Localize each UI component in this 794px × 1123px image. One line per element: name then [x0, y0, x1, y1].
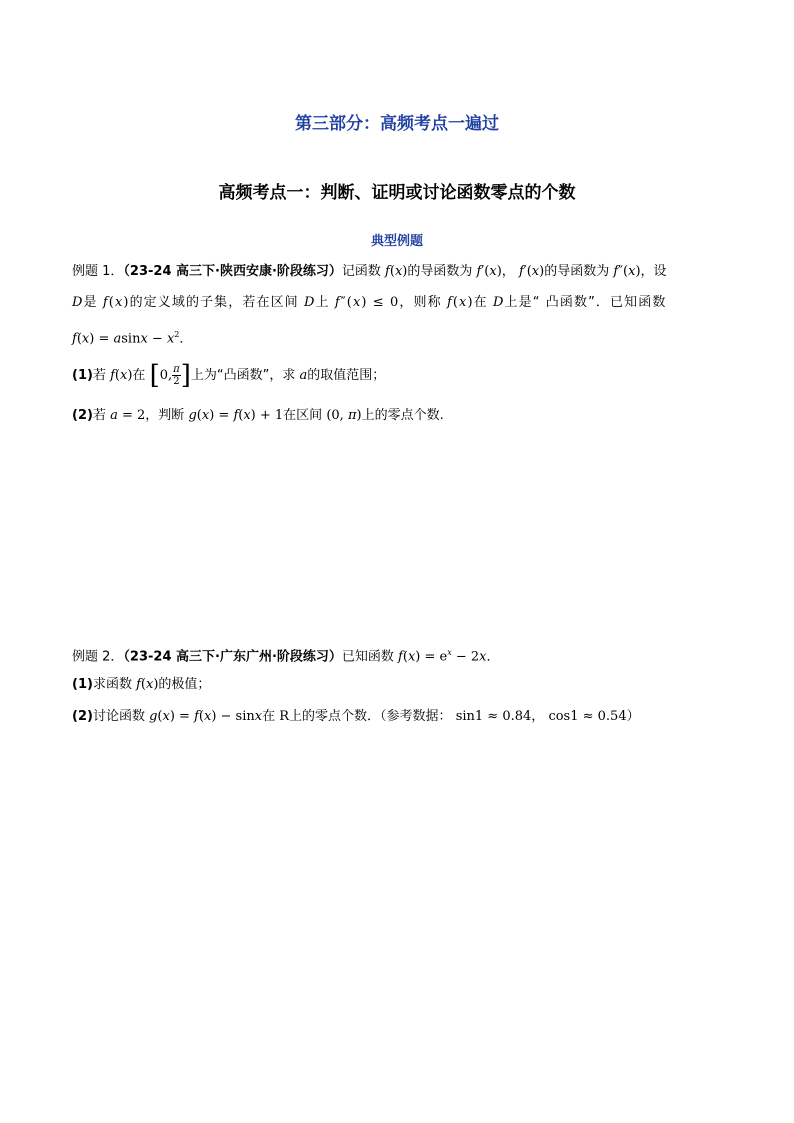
part-title: 第三部分：高频考点一遍过: [295, 114, 499, 134]
example-1-line-2: D是 f(x)的定义域的子集，若在区间 D上 f″(x) ≤ 0，则称 f(x)在 D上是“ 凸函数”．已知函数: [72, 295, 667, 310]
example-1-question-1: (1)若 f(x)在 [0, $\frac{\pi}{2}$ ]上为“凸函数”，求 a的取值范围；: [72, 360, 386, 391]
example-1-label: 例题 1．: [72, 264, 124, 279]
examples-heading: 典型例题: [370, 234, 423, 249]
example-2-question-1: (1)求函数 f(x)的极值；: [72, 677, 211, 692]
example-2-source: （23-24 高三下·广东广州·阶段练习）: [123, 649, 342, 665]
example-2-label: 例题 2．: [72, 649, 124, 665]
example-1-question-2: (2)若 a = 2，判断 g(x) = f(x) + 1在区间 (0, π)上的零点个数.: [72, 408, 444, 423]
section-title: 高频考点一：判断、证明或讨论函数零点的个数: [218, 183, 576, 203]
example-2-question-2: (2)讨论函数 g(x) = f(x) − sinx在 R上的零点个数．（参考数据： sin1 ≈ 0.84， cos1 ≈ 0.54）: [72, 709, 640, 724]
example-1-line-3: $f(x) = asinx - x^2$．: [72, 330, 193, 347]
example-2-line-1: 例题 2．（23-24 高三下·广东广州·阶段练习）已知函数 $f(x) = e^x - 2x$．: [72, 648, 500, 665]
example-1-source: （23-24 高三下·陕西安康·阶段练习）: [123, 264, 342, 279]
example-1-line-1: 例题 1．（23-24 高三下·陕西安康·阶段练习）记函数 f(x)的导函数为 f′(x)， f′(x)的导函数为 f″(x)，设: [72, 264, 667, 279]
